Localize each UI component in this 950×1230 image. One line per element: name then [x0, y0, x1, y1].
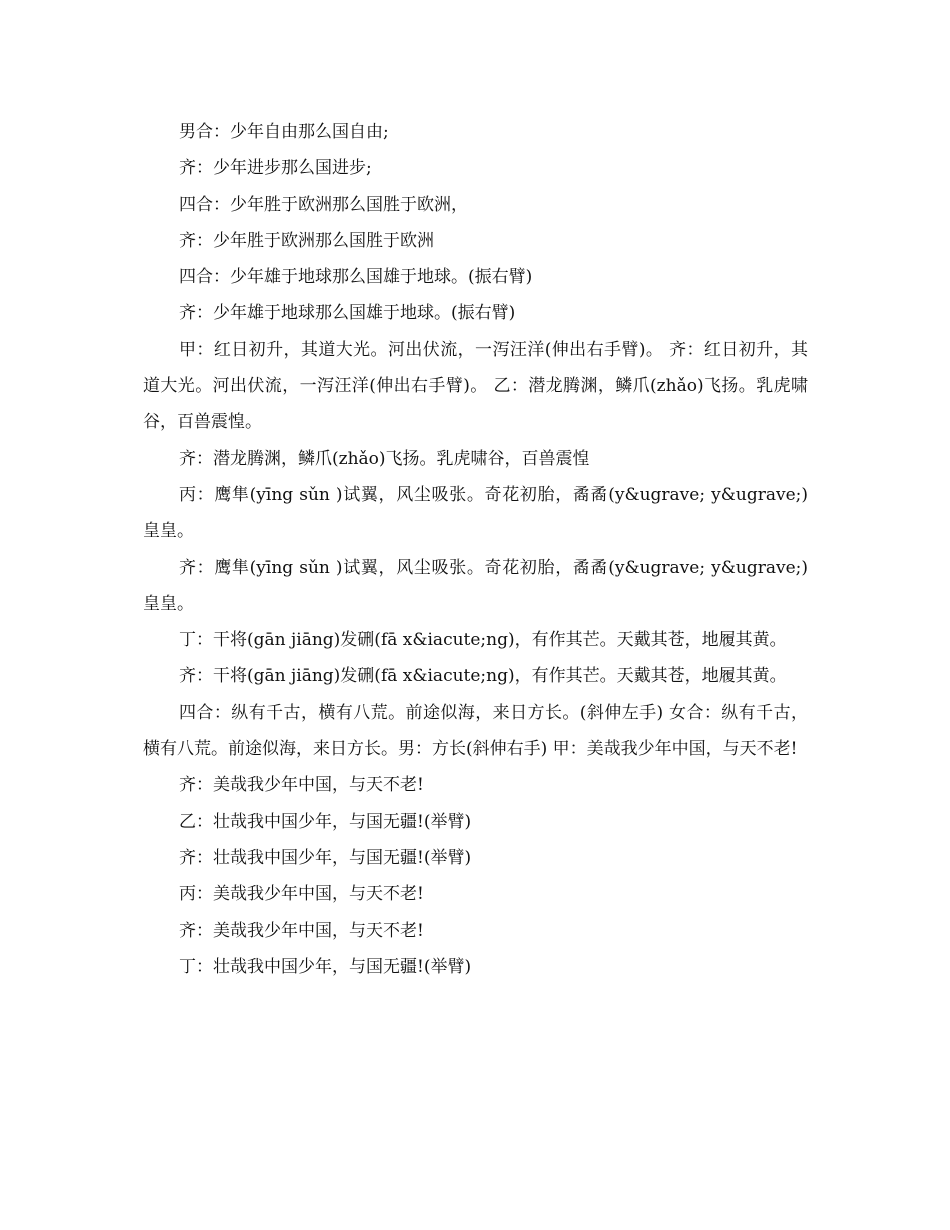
paragraph-2: 齐：少年进步那么国进步; [179, 158, 372, 179]
paragraph-18: 齐：美哉我少年中国，与天不老! [179, 920, 424, 941]
paragraph-17: 丙：美哉我少年中国，与天不老! [179, 884, 424, 905]
paragraph-1: 男合：少年自由那么国自由; [179, 122, 389, 142]
paragraph-10: 齐：鹰隼(yīng sǔn )试翼，风尘吸张。奇花初胎，矞矞(y&ugrave; y&ugrave;)皇皇。 [143, 557, 808, 614]
document-body [143, 114, 808, 985]
paragraph-7: 甲：红日初升，其道大光。河出伏流，一泻汪洋(伸出右手臂)。 齐：红日初升，其道大光。河出伏流，一泻汪洋(伸出右手臂)。 乙：潜龙腾渊，鳞爪(zhǎo)飞扬。乳虎啸谷，百兽震惶。 [143, 339, 808, 433]
paragraph-6: 齐：少年雄于地球那么国雄于地球。(振右臂) [179, 303, 516, 324]
paragraph-16: 齐：壮哉我中国少年，与国无疆!(举臂) [179, 847, 472, 868]
paragraph-13: 四合：纵有千古，横有八荒。前途似海，来日方长。(斜伸左手) 女合：纵有千古，横有八荒。前途似海，来日方长。男：方长(斜伸右手) 甲：美哉我少年中国，与天不老! [143, 702, 808, 760]
paragraph-8: 齐：潜龙腾渊，鳞爪(zhǎo)飞扬。乳虎啸谷，百兽震惶 [179, 448, 590, 469]
paragraph-12: 齐：干将(gān jiāng)发硎(fā x&iacute;ng)，有作其芒。天戴其苍，地履其黄。 [179, 666, 787, 687]
paragraph-3: 四合：少年胜于欧洲那么国胜于欧洲， [179, 194, 468, 215]
paragraph-5: 四合：少年雄于地球那么国雄于地球。(振右臂) [179, 267, 533, 288]
paragraph-19: 丁：壮哉我中国少年，与国无疆!(举臂) [179, 956, 472, 977]
paragraph-14: 齐：美哉我少年中国，与天不老! [179, 775, 424, 796]
paragraph-11: 丁：干将(gān jiāng)发硎(fā x&iacute;ng)，有作其芒。天戴其苍，地履其黄。 [179, 630, 787, 651]
paragraph-9: 丙：鹰隼(yīng sǔn )试翼，风尘吸张。奇花初胎，矞矞(y&ugrave; y&ugrave;)皇皇。 [143, 484, 808, 542]
paragraph-15: 乙：壮哉我中国少年，与国无疆!(举臂) [179, 811, 472, 832]
paragraph-4: 齐：少年胜于欧洲那么国胜于欧洲 [179, 230, 434, 251]
